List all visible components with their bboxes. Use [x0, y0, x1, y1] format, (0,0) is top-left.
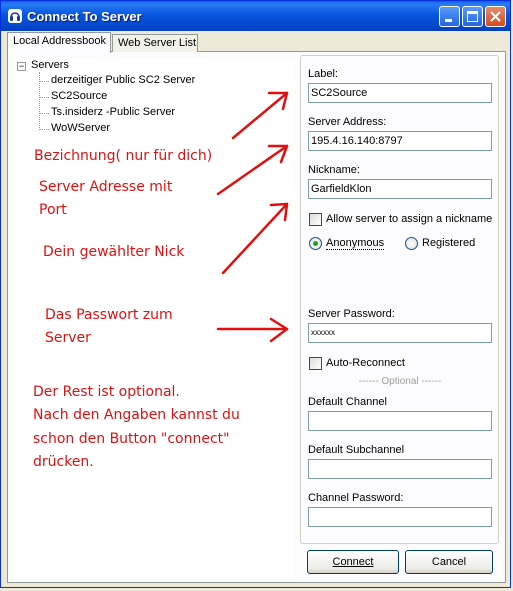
registered-radio[interactable]	[405, 237, 418, 250]
label-input[interactable]: SC2Source	[308, 83, 492, 103]
default-channel-input[interactable]	[308, 411, 492, 431]
annotation-rest-line4: drücken.	[33, 454, 94, 470]
arrow-icon	[218, 146, 287, 194]
cancel-button[interactable]	[405, 550, 493, 574]
connect-button[interactable]	[307, 550, 399, 574]
default-subchannel-caption: Default Subchannel	[308, 444, 405, 456]
annotation-address-line2: Port	[39, 202, 67, 218]
auto-reconnect-label: Auto-Reconnect	[326, 357, 405, 369]
connect-button-label: Connect	[332, 556, 374, 568]
server-address-caption: Server Address:	[308, 116, 387, 128]
label-caption: Label:	[308, 68, 338, 80]
nickname-input[interactable]: GarfieldKlon	[308, 179, 492, 199]
tree-item[interactable]: Ts.insiderz -Public Server	[51, 106, 176, 118]
arrow-icon	[233, 93, 287, 138]
annotation-rest-line1: Der Rest ist optional.	[33, 384, 180, 400]
auto-reconnect-checkbox[interactable]	[309, 357, 322, 370]
annotation-rest-line2: Nach den Angaben kannst du	[33, 407, 240, 423]
default-subchannel-input[interactable]	[308, 459, 492, 479]
annotation-address-line1: Server Adresse mit	[39, 179, 173, 195]
tree-item[interactable]: SC2Source	[51, 90, 108, 102]
tab-label: Web Server List	[118, 37, 197, 49]
assign-nickname-checkbox[interactable]	[309, 213, 322, 226]
channel-password-caption: Channel Password:	[308, 492, 404, 504]
window-title: Connect To Server	[27, 9, 142, 24]
optional-separator: ------ Optional ------	[358, 376, 442, 387]
anonymous-radio[interactable]	[309, 237, 322, 250]
tab-local-addressbook[interactable]	[7, 32, 111, 53]
radio-selected-dot	[313, 241, 318, 246]
channel-password-input[interactable]	[308, 507, 492, 527]
assign-nickname-label: Allow server to assign a nickname	[326, 213, 493, 225]
tree-item[interactable]: WoWServer	[51, 122, 111, 134]
anonymous-label: Anonymous	[326, 237, 385, 249]
annotation-password-line1: Das Passwort zum	[45, 307, 173, 323]
annotation-label: Bezichnung( nur für dich)	[34, 148, 213, 164]
tab-label: Local Addressbook	[13, 35, 106, 47]
server-address-input[interactable]: 195.4.16.140:8797	[308, 131, 492, 151]
default-channel-caption: Default Channel	[308, 396, 387, 408]
server-password-input[interactable]: xxxxxx	[308, 323, 492, 343]
cancel-button-label: Cancel	[431, 556, 467, 568]
server-password-caption: Server Password:	[308, 308, 395, 320]
annotation-password-line2: Server	[45, 330, 91, 346]
tree-item[interactable]: derzeitiger Public SC2 Server	[51, 74, 196, 86]
registered-label: Registered	[422, 237, 476, 249]
annotation-nick: Dein gewählter Nick	[43, 244, 185, 260]
annotation-rest-line3: schon den Button "connect"	[33, 431, 230, 447]
nickname-caption: Nickname:	[308, 164, 360, 176]
tree-root-servers[interactable]: Servers	[31, 59, 69, 71]
arrow-icon	[223, 204, 287, 273]
collapse-icon[interactable]: −	[18, 61, 25, 71]
